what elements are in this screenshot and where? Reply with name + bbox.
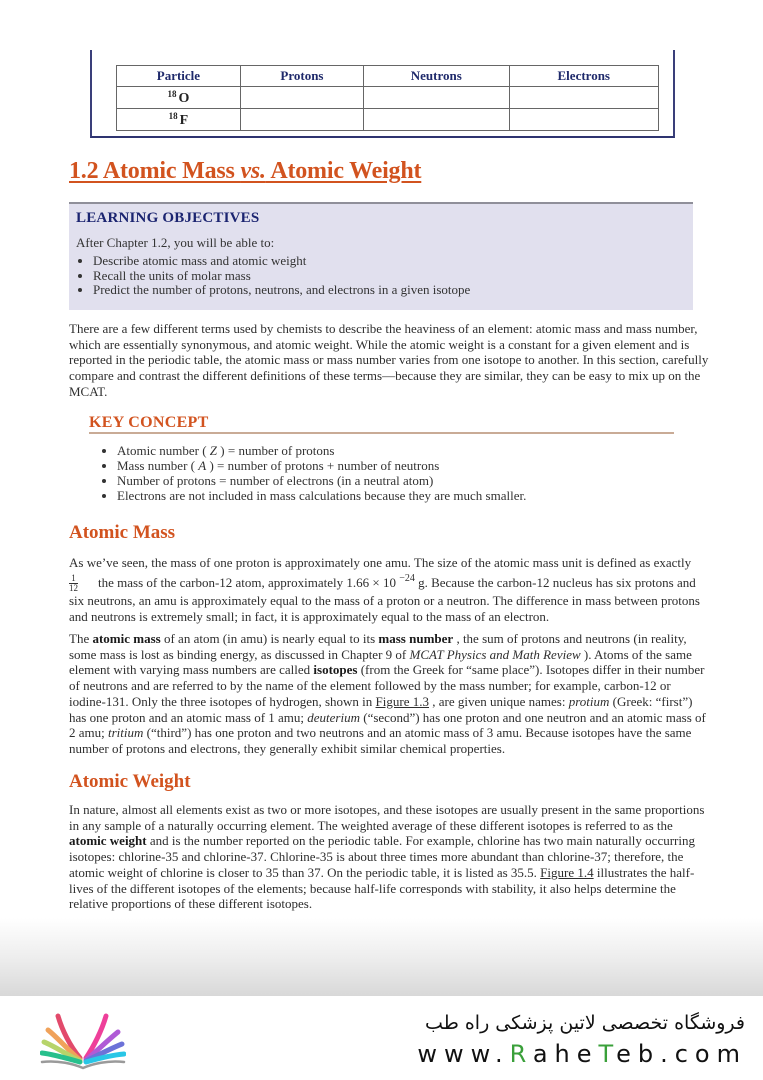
protons-cell[interactable]	[240, 87, 363, 109]
text: and is the number reported on the periodic table. For example, chlorine has two main naturally occurring isotopes: chlorine-35 and chlorine-37. Chlorine-35 is about three times more abundant than chlorine-37; therefore, the atomic weight of chlorine is closer to 35 than 37. On the periodic table, it is listed as 35.5.	[69, 833, 695, 880]
particle-cell	[117, 87, 241, 109]
particle-table	[116, 65, 659, 131]
text: , the sum of protons and neutrons (in reality, some mass is lost as binding energy, as discussed in Chapter 9 of	[69, 631, 687, 662]
learning-objectives-intro: After Chapter 1.2, you will be able to:	[76, 235, 275, 250]
kc-text: Atomic number (	[117, 443, 210, 458]
term-atomic-mass: atomic mass	[92, 631, 161, 646]
electrons-cell[interactable]	[509, 109, 658, 131]
table-header-row	[117, 66, 659, 87]
fraction-denominator: 12	[69, 583, 78, 594]
term-protium: protium	[568, 693, 610, 709]
neutrons-cell[interactable]	[364, 87, 509, 109]
exponent: −24	[399, 572, 415, 584]
particle-cell	[117, 109, 241, 131]
figure-1-3-link[interactable]: Figure 1.3	[375, 693, 429, 709]
term-atomic-weight: atomic weight	[69, 833, 147, 849]
text: , are given unique names:	[429, 693, 569, 709]
section-title-part2: Atomic Weight	[265, 158, 422, 184]
table-row	[117, 87, 659, 109]
section-title	[69, 158, 421, 185]
element-symbol: F	[179, 112, 189, 128]
text: the mass of the carbon-12 atom, approximately 1.66 × 10	[98, 574, 400, 590]
kc-variable: A	[198, 458, 207, 473]
kc-text: Mass number (	[117, 458, 199, 473]
mass-number: 18	[168, 110, 178, 121]
term-deuterium: deuterium	[307, 709, 360, 725]
section-title-italic: vs.	[240, 158, 266, 184]
url-accent-r: R	[509, 1040, 533, 1068]
text: In nature, almost all elements exist as two or more isotopes, and these isotopes are usually present in the same proportions in any sample of a naturally occurring element. The weighted average of these different isotopes is referred to as the	[69, 802, 705, 833]
text: (Greek: “first”) has one proton and an atomic mass of 1 amu;	[69, 693, 693, 725]
text: (from the Greek for “same place”). Isotopes differ in their number of neutrons and are referred to by the name of the element followed by the mass number; for example, carbon-12 or iodine-131. Only the three isotopes of hydrogen, shown in	[69, 662, 705, 709]
learning-objectives-list	[76, 254, 470, 298]
text: illustrates the half-lives of the different isotopes of the elements; because half-life corresponds with stability, it also helps determine the relative proportions of these different isotopes.	[69, 864, 695, 912]
learning-objectives-box	[69, 202, 693, 310]
list-item: • Describe atomic mass and atomic weight	[93, 254, 470, 269]
learning-objectives-title: LEARNING OBJECTIVES	[76, 210, 260, 226]
atomic-mass-paragraph-1	[69, 555, 709, 625]
key-concept-divider	[89, 432, 674, 434]
atomic-mass-heading: Atomic Mass	[69, 522, 176, 543]
fraction-numerator: 1	[69, 574, 78, 584]
open-book-rainbow-icon	[40, 1008, 126, 1070]
table-row	[117, 109, 659, 131]
element-symbol: O	[178, 90, 190, 106]
fraction-one-twelfth	[69, 574, 78, 593]
page-bottom-shadow	[0, 918, 763, 996]
text: g. Because the carbon-12 nucleus has six protons and six neutrons, an amu is approximately equal to the mass of a proton or a neutron. The difference in mass between protons and neutrons is extremely small; in fact, it is approximately equal to the mass of an electron.	[69, 574, 700, 624]
header-electrons: Electrons	[509, 66, 658, 87]
list-item: • Recall the units of molar mass	[93, 269, 470, 284]
url-part: eb.com	[616, 1040, 747, 1068]
book-title: MCAT Physics and Math Review	[409, 646, 581, 662]
website-url[interactable]	[417, 1040, 747, 1068]
neutrons-cell[interactable]	[364, 109, 509, 131]
store-name-persian: فروشگاه تخصصی لاتین پزشکی راه طب	[425, 1012, 745, 1034]
term-isotopes: isotopes	[313, 662, 358, 678]
header-neutrons: Neutrons	[364, 66, 509, 87]
text: (“third”) has one proton and two neutrons and an atomic mass of 3 amu. Because isotopes have the same number of protons and electrons, they generally exhibit similar chemical properties.	[69, 725, 692, 756]
key-concept-list	[100, 443, 526, 503]
url-part: www.	[417, 1040, 510, 1068]
intro-paragraph: There are a few different terms used by chemists to describe the heaviness of an element: atomic mass and mass number, which are essentially synonymous, and atomic weight. While the atomic weight is a constant for a given element and is reported in the periodic table, the atomic mass or mass number varies from one isotope to another. In this section, carefully compare and contrast the different definitions of these terms—because they are similar, they can be easy to mix up on the MCAT.	[69, 321, 709, 399]
text: The	[69, 631, 93, 646]
atomic-weight-paragraph	[69, 802, 709, 912]
electrons-cell[interactable]	[509, 87, 658, 109]
atomic-mass-paragraph-2	[69, 631, 709, 757]
header-protons: Protons	[240, 66, 363, 87]
list-item: • Predict the number of protons, neutrons, and electrons in a given isotope	[93, 283, 470, 298]
header-particle: Particle	[117, 66, 241, 87]
kc-variable: Z	[209, 443, 218, 458]
kc-text: ) = number of protons + number of neutrons	[206, 458, 440, 473]
text: ). Atoms of the same element with varying mass numbers are called	[69, 646, 692, 678]
text: As we’ve seen, the mass of one proton is approximately one amu. The size of the atomic mass unit is defined as exactly	[69, 555, 692, 570]
mass-number: 18	[167, 88, 177, 99]
protons-cell[interactable]	[240, 109, 363, 131]
key-concept-title: KEY CONCEPT	[89, 414, 209, 431]
list-item: • Electrons are not included in mass calculations because they are much smaller.	[117, 488, 526, 503]
atomic-weight-heading: Atomic Weight	[69, 771, 191, 792]
url-accent-t: T	[598, 1040, 617, 1068]
watermark-footer	[0, 996, 763, 1080]
list-item: • Number of protons = number of electrons (in a neutral atom)	[117, 473, 526, 488]
section-title-part1: 1.2 Atomic Mass	[69, 158, 241, 184]
kc-text: ) = number of protons	[217, 443, 335, 458]
text: (“second”) has one proton and one neutron and an atomic mass of 2 amu;	[69, 709, 706, 741]
list-item	[117, 443, 526, 458]
text: of an atom (in amu) is nearly equal to its	[160, 631, 379, 646]
url-part: ahe	[532, 1040, 599, 1068]
term-tritium: tritium	[108, 725, 144, 741]
list-item	[117, 458, 526, 473]
term-mass-number: mass number	[378, 631, 454, 646]
figure-1-4-link[interactable]: Figure 1.4	[540, 864, 594, 880]
